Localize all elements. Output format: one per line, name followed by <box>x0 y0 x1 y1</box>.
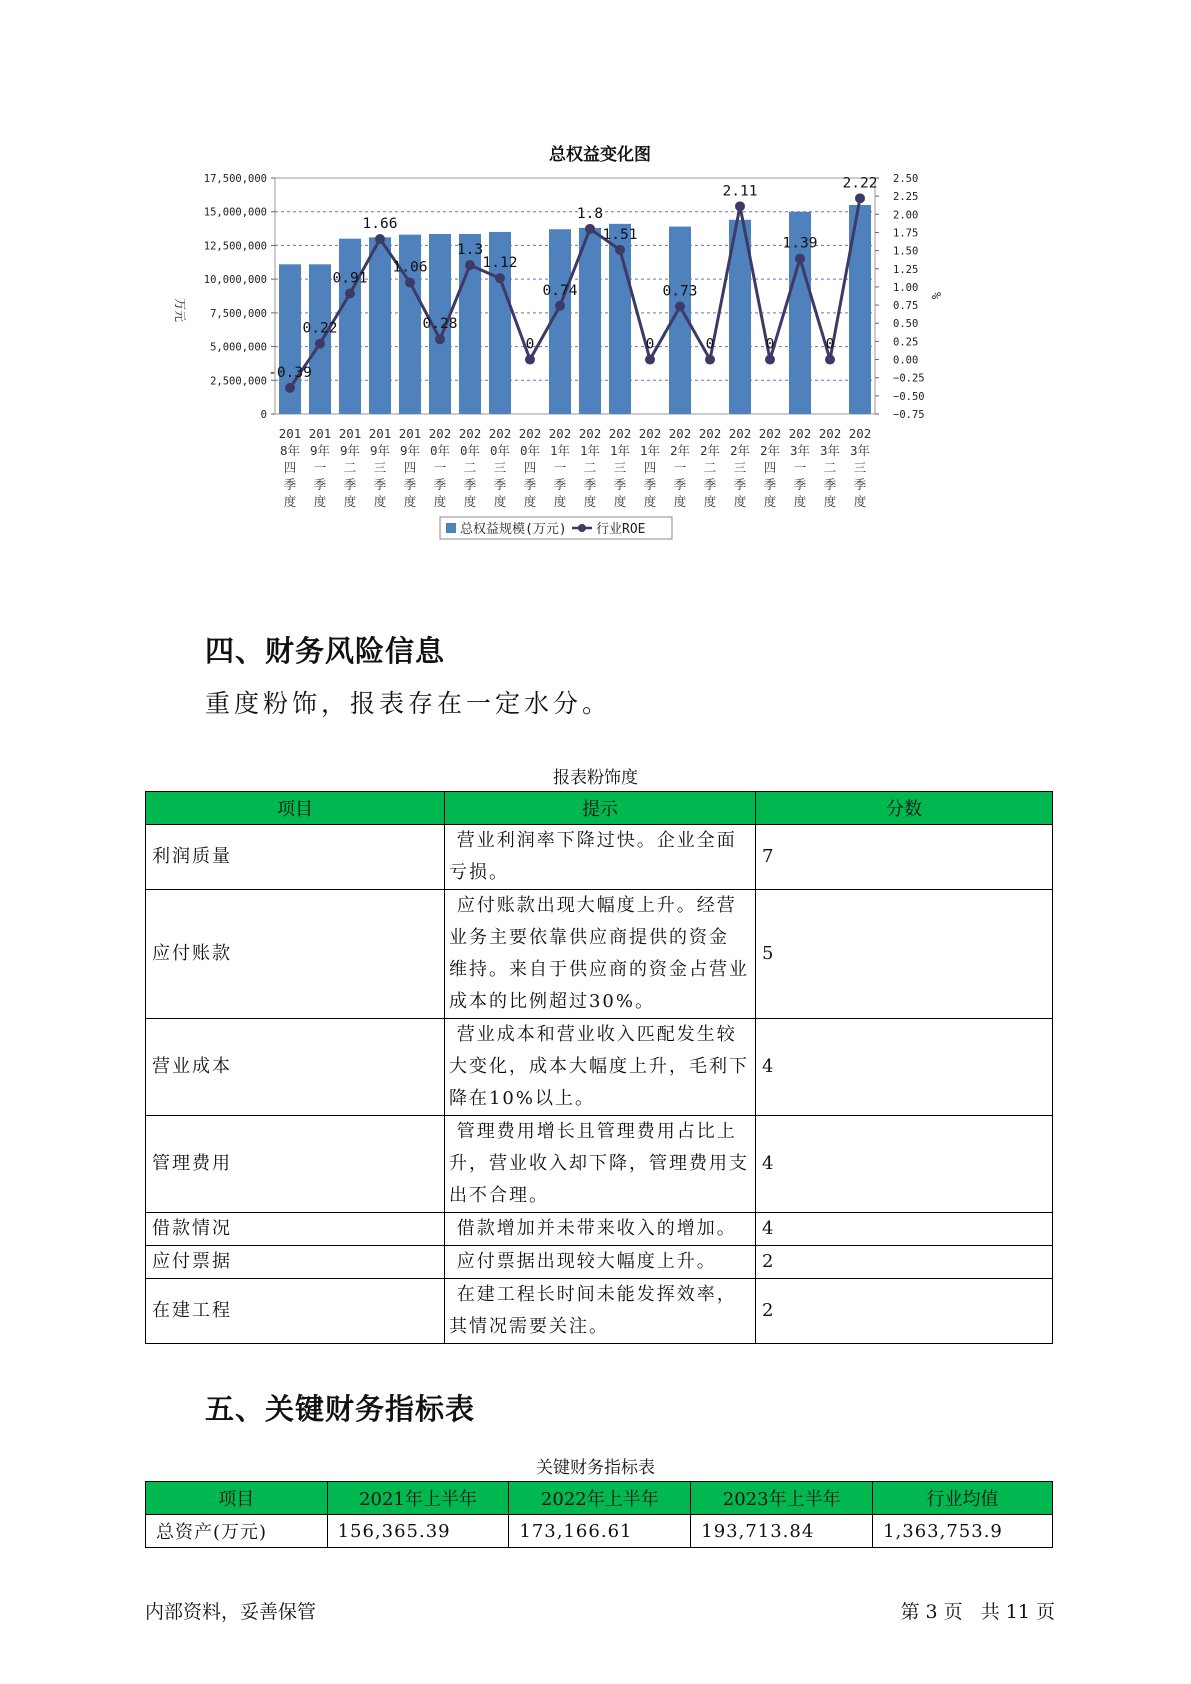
header-score: 分数 <box>755 792 1052 825</box>
x-tick-label: 季 <box>403 477 417 492</box>
roe-data-label: -0.39 <box>268 364 312 381</box>
roe-point <box>525 355 535 365</box>
footer-confidential: 内部资料，妥善保管 <box>145 1601 317 1623</box>
kfi-header-2022: 2022年上半年 <box>509 1482 691 1515</box>
roe-point <box>315 339 325 349</box>
roe-data-label: 0 <box>705 336 715 353</box>
roe-data-label: 0 <box>525 336 535 353</box>
right-tick-label: 2.00 <box>893 209 919 222</box>
roe-point <box>435 334 445 344</box>
roe-data-label: 1.8 <box>576 205 604 222</box>
legend-line-label: 行业ROE <box>596 522 646 537</box>
roe-point <box>285 383 295 393</box>
roe-data-label: 0.22 <box>302 320 338 337</box>
roe-point <box>795 254 805 264</box>
x-tick-label: 一 <box>313 460 327 475</box>
x-tick-label: 度 <box>613 494 627 509</box>
x-tick-label: 四 <box>403 460 417 475</box>
roe-data-label: 0 <box>825 336 835 353</box>
x-tick-label: 2年 <box>669 443 691 458</box>
kfi-header-avg: 行业均值 <box>873 1482 1053 1515</box>
risk-score: 2 <box>755 1279 1052 1344</box>
x-tick-label: 3年 <box>819 443 841 458</box>
right-tick-label: 2.25 <box>893 191 919 204</box>
x-tick-label: 度 <box>493 494 507 509</box>
x-tick-label: 季 <box>343 477 357 492</box>
legend-bar-swatch <box>446 523 456 533</box>
header-hint: 提示 <box>444 792 755 825</box>
x-tick-label: 202 <box>578 426 602 441</box>
x-tick-label: 季 <box>703 477 717 492</box>
risk-hint-line: 升，营业收入却下降，管理费用支 <box>448 1153 749 1174</box>
roe-point <box>675 302 685 312</box>
table-row <box>146 1515 1053 1548</box>
table-row <box>146 1246 1053 1279</box>
roe-data-label: 1.39 <box>782 235 818 252</box>
risk-hint-line: 大变化，成本大幅度上升，毛利下 <box>448 1056 749 1077</box>
bar <box>579 228 601 414</box>
risk-hint-line: 在建工程长时间未能发挥效率， <box>448 1284 737 1305</box>
x-tick-label: 季 <box>733 477 747 492</box>
x-tick-label: 三 <box>853 460 867 475</box>
section4-heading: 四、财务风险信息 <box>205 634 446 668</box>
equity-chart <box>170 140 1030 600</box>
x-tick-label: 二 <box>703 460 717 475</box>
x-tick-label: 202 <box>548 426 572 441</box>
x-tick-label: 1年 <box>639 443 661 458</box>
risk-hint-line: 应付账款出现大幅度上升。经营 <box>448 895 737 916</box>
x-tick-label: 2年 <box>699 443 721 458</box>
roe-point <box>555 301 565 311</box>
x-tick-label: 202 <box>818 426 842 441</box>
roe-data-label: 0.74 <box>542 282 578 299</box>
y-axis-right-title: % <box>929 292 943 300</box>
x-tick-label: 1年 <box>549 443 571 458</box>
x-tick-label: 9年 <box>339 443 361 458</box>
roe-point <box>495 273 505 283</box>
x-tick-label: 202 <box>698 426 722 441</box>
risk-hint-line: 出不合理。 <box>448 1185 549 1206</box>
roe-point <box>645 355 655 365</box>
roe-point <box>765 355 775 365</box>
x-tick-label: 201 <box>398 426 422 441</box>
x-tick-label: 202 <box>788 426 812 441</box>
risk-score: 4 <box>755 1213 1052 1246</box>
left-tick-label: 0 <box>260 409 267 421</box>
x-tick-label: 一 <box>433 460 447 475</box>
x-tick-label: 度 <box>523 494 537 509</box>
risk-hint-line: 维持。来自于供应商的资金占营业 <box>448 959 749 980</box>
risk-score: 5 <box>755 890 1052 1019</box>
x-tick-label: 四 <box>523 460 537 475</box>
risk-item: 应付账款 <box>146 890 445 1019</box>
roe-point <box>405 278 415 288</box>
bar <box>369 237 391 414</box>
x-tick-label: 季 <box>553 477 567 492</box>
x-tick-label: 度 <box>763 494 777 509</box>
x-tick-label: 一 <box>553 460 567 475</box>
x-tick-label: 2年 <box>729 443 751 458</box>
risk-hint <box>444 890 755 1019</box>
risk-hint-line: 其情况需要关注。 <box>448 1316 609 1337</box>
risk-hint-line: 应付票据出现较大幅度上升。 <box>448 1251 717 1272</box>
risk-hint-line: 借款增加并未带来收入的增加。 <box>448 1218 737 1239</box>
roe-data-label: 1.06 <box>392 259 428 276</box>
x-tick-label: 季 <box>823 477 837 492</box>
risk-item: 管理费用 <box>146 1116 445 1213</box>
x-tick-label: 1年 <box>579 443 601 458</box>
x-tick-label: 0年 <box>429 443 451 458</box>
risk-table-header <box>146 792 1053 825</box>
x-tick-label: 202 <box>428 426 452 441</box>
x-tick-label: 季 <box>853 477 867 492</box>
x-tick-label: 202 <box>608 426 632 441</box>
x-tick-label: 度 <box>793 494 807 509</box>
legend-bar-label: 总权益规模(万元) <box>460 522 567 537</box>
right-tick-label: 0.25 <box>893 336 919 349</box>
risk-hint <box>444 1019 755 1116</box>
risk-table <box>145 791 1053 1344</box>
x-tick-label: 202 <box>668 426 692 441</box>
roe-point <box>855 193 865 203</box>
x-tick-label: 度 <box>703 494 717 509</box>
x-tick-label: 季 <box>523 477 537 492</box>
risk-hint <box>444 1116 755 1213</box>
x-tick-label: 二 <box>583 460 597 475</box>
risk-hint <box>444 825 755 890</box>
risk-hint <box>444 1279 755 1344</box>
x-tick-label: 202 <box>458 426 482 441</box>
kfi-cell-item: 总资产(万元) <box>146 1515 328 1548</box>
x-tick-label: 202 <box>848 426 872 441</box>
risk-item: 在建工程 <box>146 1279 445 1344</box>
roe-data-label: 1.12 <box>482 255 518 272</box>
x-tick-label: 度 <box>673 494 687 509</box>
chart-svg <box>170 140 1030 600</box>
roe-point <box>825 355 835 365</box>
left-tick-label: 15,000,000 <box>203 206 267 219</box>
footer-page-number: 第 3 页 共 11 页 <box>900 1601 1055 1623</box>
risk-score: 2 <box>755 1246 1052 1279</box>
x-tick-label: 度 <box>463 494 477 509</box>
right-tick-label: 1.25 <box>893 263 919 276</box>
x-tick-label: 季 <box>583 477 597 492</box>
x-tick-label: 二 <box>343 460 357 475</box>
x-tick-label: 季 <box>673 477 687 492</box>
risk-item: 营业成本 <box>146 1019 445 1116</box>
right-tick-label: −0.50 <box>893 390 925 403</box>
left-tick-label: 10,000,000 <box>203 274 267 287</box>
x-tick-label: 二 <box>823 460 837 475</box>
kfi-table-header <box>146 1482 1053 1515</box>
right-tick-label: 1.00 <box>893 281 919 294</box>
roe-point <box>705 355 715 365</box>
left-tick-label: 5,000,000 <box>210 341 267 354</box>
x-tick-label: 202 <box>518 426 542 441</box>
x-tick-label: 季 <box>463 477 477 492</box>
right-tick-label: 0.00 <box>893 354 919 367</box>
left-tick-label: 12,500,000 <box>203 240 267 253</box>
roe-data-label: 0 <box>645 336 655 353</box>
risk-score: 7 <box>755 825 1052 890</box>
x-tick-label: 三 <box>373 460 387 475</box>
table-row <box>146 1019 1053 1116</box>
x-tick-label: 四 <box>283 460 297 475</box>
x-tick-label: 201 <box>308 426 332 441</box>
x-tick-label: 季 <box>433 477 447 492</box>
x-tick-label: 9年 <box>369 443 391 458</box>
roe-point <box>375 234 385 244</box>
kfi-cell-2022: 173,166.61 <box>509 1515 691 1548</box>
roe-point <box>735 201 745 211</box>
roe-point <box>345 288 355 298</box>
left-tick-label: 7,500,000 <box>210 307 267 320</box>
x-tick-label: 季 <box>643 477 657 492</box>
kfi-cell-2023: 193,713.84 <box>691 1515 873 1548</box>
risk-hint-line: 营业成本和营业收入匹配发生较 <box>448 1024 737 1045</box>
roe-data-label: 1.66 <box>362 215 398 232</box>
risk-hint-line: 营业利润率下降过快。企业全面 <box>448 830 737 851</box>
x-tick-label: 季 <box>373 477 387 492</box>
table-row <box>146 1213 1053 1246</box>
x-tick-label: 0年 <box>459 443 481 458</box>
risk-hint <box>444 1213 755 1246</box>
roe-data-label: 1.3 <box>456 242 484 259</box>
x-tick-label: 201 <box>368 426 392 441</box>
table-row <box>146 825 1053 890</box>
roe-data-label: 0.28 <box>422 316 458 333</box>
right-tick-label: −0.75 <box>893 409 925 421</box>
x-tick-label: 一 <box>673 460 687 475</box>
x-tick-label: 度 <box>403 494 417 509</box>
x-tick-label: 0年 <box>519 443 541 458</box>
x-tick-label: 3年 <box>789 443 811 458</box>
left-tick-label: 2,500,000 <box>210 375 267 388</box>
x-tick-label: 季 <box>283 477 297 492</box>
x-tick-label: 季 <box>313 477 327 492</box>
bar <box>339 239 361 414</box>
roe-point <box>585 224 595 234</box>
x-tick-label: 度 <box>283 494 297 509</box>
risk-hint-line: 降在10%以上。 <box>448 1088 595 1109</box>
right-tick-label: 2.50 <box>893 173 919 185</box>
risk-item: 应付票据 <box>146 1246 445 1279</box>
left-tick-label: 17,500,000 <box>203 173 267 185</box>
roe-data-label: 0 <box>765 336 775 353</box>
risk-table-caption: 报表粉饰度 <box>553 768 638 788</box>
x-tick-label: 度 <box>643 494 657 509</box>
x-tick-label: 三 <box>733 460 747 475</box>
x-tick-label: 度 <box>343 494 357 509</box>
right-tick-label: 1.50 <box>893 245 919 258</box>
risk-score: 4 <box>755 1019 1052 1116</box>
risk-hint-line: 成本的比例超过30%。 <box>448 991 655 1012</box>
x-tick-label: 度 <box>373 494 387 509</box>
x-tick-label: 8年 <box>279 443 301 458</box>
x-tick-label: 202 <box>638 426 662 441</box>
x-tick-label: 9年 <box>399 443 421 458</box>
roe-data-label: 2.22 <box>842 175 878 192</box>
x-tick-label: 202 <box>758 426 782 441</box>
risk-item: 利润质量 <box>146 825 445 890</box>
risk-hint-line: 亏损。 <box>448 862 509 883</box>
right-tick-label: 0.75 <box>893 300 919 313</box>
roe-point <box>615 245 625 255</box>
kfi-header-2023: 2023年上半年 <box>691 1482 873 1515</box>
section5-heading: 五、关键财务指标表 <box>205 1392 476 1426</box>
x-tick-label: 度 <box>583 494 597 509</box>
x-tick-label: 四 <box>763 460 777 475</box>
kfi-cell-avg: 1,363,753.9 <box>873 1515 1053 1548</box>
y-axis-left-title: 万元 <box>173 298 187 323</box>
kfi-header-2021: 2021年上半年 <box>327 1482 509 1515</box>
kfi-table-caption: 关键财务指标表 <box>536 1458 655 1478</box>
right-tick-label: 1.75 <box>893 227 919 240</box>
kfi-header-item: 项目 <box>146 1482 328 1515</box>
x-tick-label: 1年 <box>609 443 631 458</box>
risk-summary: 重度粉饰，报表存在一定水分。 <box>205 689 612 718</box>
x-tick-label: 202 <box>488 426 512 441</box>
x-tick-label: 三 <box>613 460 627 475</box>
x-tick-label: 季 <box>793 477 807 492</box>
x-tick-label: 度 <box>853 494 867 509</box>
roe-data-label: 0.91 <box>332 270 368 287</box>
x-tick-label: 一 <box>793 460 807 475</box>
x-tick-label: 季 <box>763 477 777 492</box>
x-tick-label: 季 <box>613 477 627 492</box>
table-row <box>146 1279 1053 1344</box>
x-tick-label: 2年 <box>759 443 781 458</box>
x-tick-label: 度 <box>553 494 567 509</box>
x-tick-label: 0年 <box>489 443 511 458</box>
x-tick-label: 季 <box>493 477 507 492</box>
roe-data-label: 1.51 <box>602 226 638 243</box>
chart-title: 总权益变化图 <box>549 145 651 165</box>
risk-item: 借款情况 <box>146 1213 445 1246</box>
risk-hint <box>444 1246 755 1279</box>
x-tick-label: 度 <box>733 494 747 509</box>
kfi-cell-2021: 156,365.39 <box>327 1515 509 1548</box>
table-row <box>146 1116 1053 1213</box>
roe-point <box>465 260 475 270</box>
x-tick-label: 度 <box>823 494 837 509</box>
x-tick-label: 四 <box>643 460 657 475</box>
x-tick-label: 201 <box>338 426 362 441</box>
header-item: 项目 <box>146 792 445 825</box>
risk-hint-line: 业务主要依靠供应商提供的资金 <box>448 927 729 948</box>
x-tick-label: 202 <box>728 426 752 441</box>
right-tick-label: 0.50 <box>893 318 919 331</box>
x-tick-label: 3年 <box>849 443 871 458</box>
risk-hint-line: 管理费用增长且管理费用占比上 <box>448 1121 737 1142</box>
kfi-table <box>145 1481 1053 1548</box>
roe-data-label: 0.73 <box>662 283 698 300</box>
table-row <box>146 890 1053 1019</box>
right-tick-label: −0.25 <box>893 372 925 385</box>
roe-data-label: 2.11 <box>722 183 758 200</box>
x-tick-label: 度 <box>433 494 447 509</box>
legend-line-marker <box>578 524 586 532</box>
risk-score: 4 <box>755 1116 1052 1213</box>
x-tick-label: 度 <box>313 494 327 509</box>
x-tick-label: 9年 <box>309 443 331 458</box>
x-tick-label: 201 <box>278 426 302 441</box>
x-tick-label: 二 <box>463 460 477 475</box>
x-tick-label: 三 <box>493 460 507 475</box>
